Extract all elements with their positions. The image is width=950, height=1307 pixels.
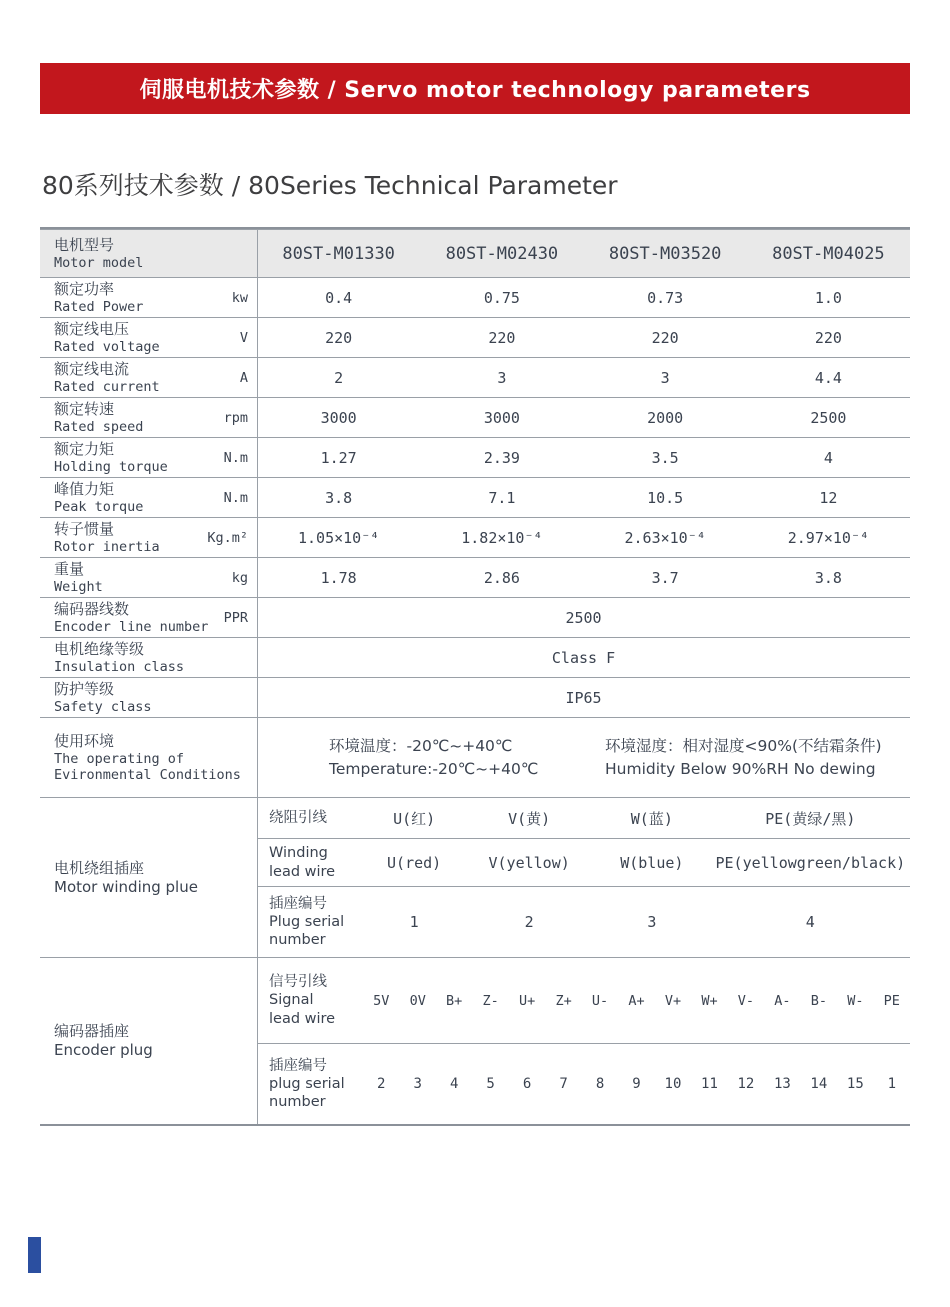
- row-label-en: Evironmental Conditions: [54, 766, 241, 783]
- row-label-zh: 转子惯量: [54, 520, 115, 539]
- environment-values: [257, 718, 910, 797]
- section-label-cell: [40, 798, 257, 957]
- table-cell: 3: [647, 913, 657, 931]
- encoder-signal-row: [257, 958, 910, 1043]
- table-cell: 1: [409, 913, 419, 931]
- header-label-cell: [40, 230, 257, 277]
- row-label-en: Weight: [54, 578, 103, 595]
- signal-cell: U-: [591, 992, 609, 1009]
- page-banner: [40, 63, 910, 114]
- signal-cell: Z+: [555, 992, 572, 1009]
- table-cell: 3000: [483, 408, 520, 427]
- row-label-en: Rated speed: [54, 418, 144, 435]
- row-unit: kg: [231, 569, 248, 586]
- serial-cell: 9: [632, 1076, 641, 1092]
- serial-cell: 7: [559, 1076, 568, 1092]
- row-label-zh: 额定线电流: [54, 360, 130, 379]
- row-label-cell: [40, 478, 257, 517]
- row-label-cell: [40, 518, 257, 557]
- row-label-cell: [40, 718, 257, 797]
- row-label-en: Insulation class: [54, 658, 185, 675]
- motor-model-3: 80ST-M03520: [608, 243, 722, 264]
- serial-cell: 6: [522, 1076, 532, 1092]
- serial-cell: 13: [773, 1076, 791, 1092]
- row-label-en: Safety class: [54, 698, 152, 715]
- table-cell: 220: [814, 328, 842, 347]
- section-motor-winding-plug: [40, 797, 910, 957]
- table-cell: 3.8: [814, 568, 842, 587]
- table-cell: 0.4: [325, 288, 353, 307]
- table-cell: PE(黄绿/黑): [765, 809, 856, 828]
- table-cell: 2.86: [483, 568, 520, 587]
- table-cell: 2: [524, 913, 534, 931]
- signal-cell: A-: [774, 992, 791, 1009]
- table-cell: 2.63×10⁻⁴: [624, 528, 706, 547]
- page-corner-mark: [28, 1237, 41, 1273]
- table-cell: 2500: [810, 408, 847, 427]
- serial-cell: 12: [737, 1076, 755, 1092]
- row-label-cell: [40, 598, 257, 637]
- row-unit: N.m: [223, 489, 248, 506]
- table-cell: 1.27: [320, 448, 357, 467]
- temperature-en: Temperature:-20℃~+40℃: [329, 759, 539, 778]
- table-cell: 3.7: [651, 568, 679, 587]
- section-label-zh: 编码器插座: [54, 1022, 130, 1041]
- spec-row-rated-current: [40, 357, 910, 397]
- table-cell: PE(yellowgreen/black): [715, 853, 906, 872]
- serial-cell: 2: [377, 1076, 386, 1092]
- table-cell: V(yellow): [488, 853, 570, 872]
- signal-cell: B+: [446, 992, 463, 1009]
- table-cell-span: Class F: [551, 648, 616, 667]
- sub-row-label: 绕阻引线: [269, 809, 327, 826]
- signal-cell: W-: [847, 992, 864, 1009]
- row-label-zh: 电机绝缘等级: [54, 640, 145, 659]
- humidity-en: Humidity Below 90%RH No dewing: [605, 759, 876, 778]
- row-label-zh: 编码器线数: [54, 600, 130, 619]
- row-unit: V: [239, 329, 248, 346]
- table-cell: 1.0: [814, 288, 842, 307]
- spec-row-safety-class: [40, 677, 910, 717]
- serial-cell: 11: [701, 1076, 718, 1092]
- spec-row-weight: [40, 557, 910, 597]
- signal-cell: 0V: [409, 992, 426, 1009]
- table-cell: V(黄): [508, 809, 551, 828]
- row-label-cell: [40, 278, 257, 317]
- table-cell: 2: [334, 368, 344, 387]
- signal-cell: W+: [701, 992, 718, 1009]
- table-cell: 220: [488, 328, 516, 347]
- row-unit: rpm: [223, 409, 248, 426]
- row-label-en: Rated voltage: [54, 338, 160, 355]
- row-label-cell: [40, 398, 257, 437]
- row-label-cell: [40, 638, 257, 677]
- table-cell: 2.97×10⁻⁴: [787, 528, 870, 547]
- spec-table: [40, 227, 910, 1126]
- row-label-zh: 重量: [54, 560, 85, 579]
- table-cell: 3: [660, 368, 670, 387]
- row-unit: Kg.m²: [207, 529, 248, 546]
- serial-cell: 5: [486, 1076, 495, 1092]
- winding-plug-serial-row: [257, 886, 910, 957]
- spec-row-rated-voltage: [40, 317, 910, 357]
- table-cell: 1.82×10⁻⁴: [461, 528, 543, 547]
- table-cell: 10.5: [647, 488, 684, 507]
- winding-lead-wire-en-row: [257, 838, 910, 886]
- section-label-cell: [40, 958, 257, 1124]
- table-cell: 3: [497, 368, 507, 387]
- row-label-en: Encoder line number: [54, 618, 209, 635]
- row-unit: PPR: [223, 609, 248, 626]
- spec-row-environment: [40, 717, 910, 797]
- signal-cell: V-: [737, 992, 755, 1009]
- serial-cell: 14: [810, 1076, 828, 1092]
- row-label-cell: [40, 358, 257, 397]
- spec-row-rated-speed: [40, 397, 910, 437]
- signal-cell: Z-: [482, 992, 499, 1009]
- winding-lead-wire-zh-row: [257, 798, 910, 838]
- table-vertical-divider: [257, 229, 258, 1124]
- table-cell: 2000: [647, 408, 684, 427]
- table-cell: 4: [805, 913, 815, 931]
- sub-row-label: Winding lead wire: [269, 845, 336, 880]
- humidity-zh: 环境湿度：相对湿度<90%(不结霜条件): [605, 737, 882, 756]
- motor-model-2: 80ST-M02430: [445, 243, 559, 264]
- table-cell: 220: [651, 328, 679, 347]
- spec-row-rotor-inertia: [40, 517, 910, 557]
- row-label-zh: 额定转速: [54, 400, 115, 419]
- spec-row-encoder-line-number: [40, 597, 910, 637]
- row-label-zh: 峰值力矩: [54, 480, 115, 499]
- signal-cell: A+: [628, 992, 645, 1009]
- table-cell: 3.5: [651, 448, 679, 467]
- table-cell: 2.39: [483, 448, 520, 467]
- table-cell: 3.8: [325, 488, 353, 507]
- row-label-en: Rated current: [54, 378, 160, 395]
- motor-model-4: 80ST-M04025: [772, 243, 885, 264]
- table-cell: 4: [823, 448, 833, 467]
- row-label-zh: 防护等级: [54, 680, 115, 699]
- serial-cell: 15: [846, 1076, 864, 1092]
- signal-cell: U+: [518, 992, 536, 1009]
- spec-row-peak-torque: [40, 477, 910, 517]
- table-cell: W(blue): [620, 853, 684, 872]
- row-label-cell: [40, 678, 257, 717]
- section-encoder-plug: [40, 957, 910, 1124]
- table-cell: 1.78: [320, 568, 357, 587]
- sub-row-label: 信号引线 Signal lead wire: [269, 974, 336, 1027]
- row-label-en: Rotor inertia: [54, 538, 160, 555]
- section-title: 80系列技术参数 / 80Series Technical Parameter: [42, 171, 618, 200]
- sub-row-label: 插座编号 plug serial number: [269, 1057, 345, 1111]
- environment-temperature: [329, 735, 577, 780]
- serial-cell: 8: [595, 1076, 605, 1092]
- row-unit: A: [239, 369, 248, 386]
- winding-section-body: [257, 798, 910, 957]
- header-label-en: Motor model: [54, 254, 144, 271]
- row-label-en: Holding torque: [54, 458, 168, 475]
- section-label-zh: 电机绕组插座: [54, 858, 145, 877]
- table-cell: 220: [325, 328, 353, 347]
- spec-row-holding-torque: [40, 437, 910, 477]
- table-cell: 4.4: [814, 368, 842, 387]
- spec-row-insulation-class: [40, 637, 910, 677]
- table-header-row: [40, 229, 910, 277]
- section-label-en: Encoder plug: [54, 1041, 153, 1059]
- table-cell: 0.73: [647, 288, 684, 307]
- row-unit: kw: [231, 289, 248, 306]
- table-cell: U(red): [387, 853, 442, 872]
- serial-cell: 1: [887, 1076, 897, 1092]
- environment-humidity: [605, 735, 882, 780]
- row-label-en: Peak torque: [54, 498, 144, 515]
- table-cell: 7.1: [488, 488, 516, 507]
- row-label-zh: 使用环境: [54, 731, 115, 750]
- table-cell: 0.75: [483, 288, 520, 307]
- signal-cell: PE: [883, 992, 900, 1009]
- temperature-zh: 环境温度：-20℃~+40℃: [329, 737, 513, 756]
- serial-cell: 3: [413, 1076, 422, 1092]
- row-unit: N.m: [223, 449, 248, 466]
- row-label-cell: [40, 318, 257, 357]
- row-label-zh: 额定功率: [54, 280, 115, 299]
- row-label-zh: 额定力矩: [54, 440, 115, 459]
- section-label-en: Motor winding plue: [54, 877, 198, 896]
- table-cell: W(蓝): [630, 809, 673, 828]
- header-label-zh: 电机型号: [54, 236, 115, 255]
- sub-row-label: 插座编号 Plug serial number: [269, 895, 345, 949]
- row-label-cell: [40, 558, 257, 597]
- row-label-cell: [40, 438, 257, 477]
- serial-cell: 10: [664, 1076, 682, 1092]
- encoder-section-body: [257, 958, 910, 1124]
- motor-model-1: 80ST-M01330: [282, 243, 395, 264]
- banner-title: 伺服电机技术参数 / Servo motor technology parameters: [139, 78, 811, 103]
- serial-cell: 4: [449, 1076, 459, 1092]
- spec-row-rated-power: [40, 277, 910, 317]
- signal-cell: B-: [810, 992, 827, 1009]
- table-cell-span: IP65: [565, 688, 602, 707]
- table-cell: 1.05×10⁻⁴: [297, 528, 380, 547]
- signal-cell: 5V: [373, 992, 390, 1009]
- row-label-zh: 额定线电压: [54, 320, 130, 339]
- table-cell: 3000: [320, 408, 357, 427]
- row-label-en: Rated Power: [54, 298, 144, 315]
- table-cell: 12: [819, 488, 838, 507]
- table-cell: U(红): [393, 809, 436, 828]
- encoder-serial-row: [257, 1043, 910, 1124]
- signal-cell: V+: [664, 992, 682, 1009]
- table-cell-span: 2500: [565, 608, 602, 627]
- row-label-en: The operating of: [54, 750, 185, 767]
